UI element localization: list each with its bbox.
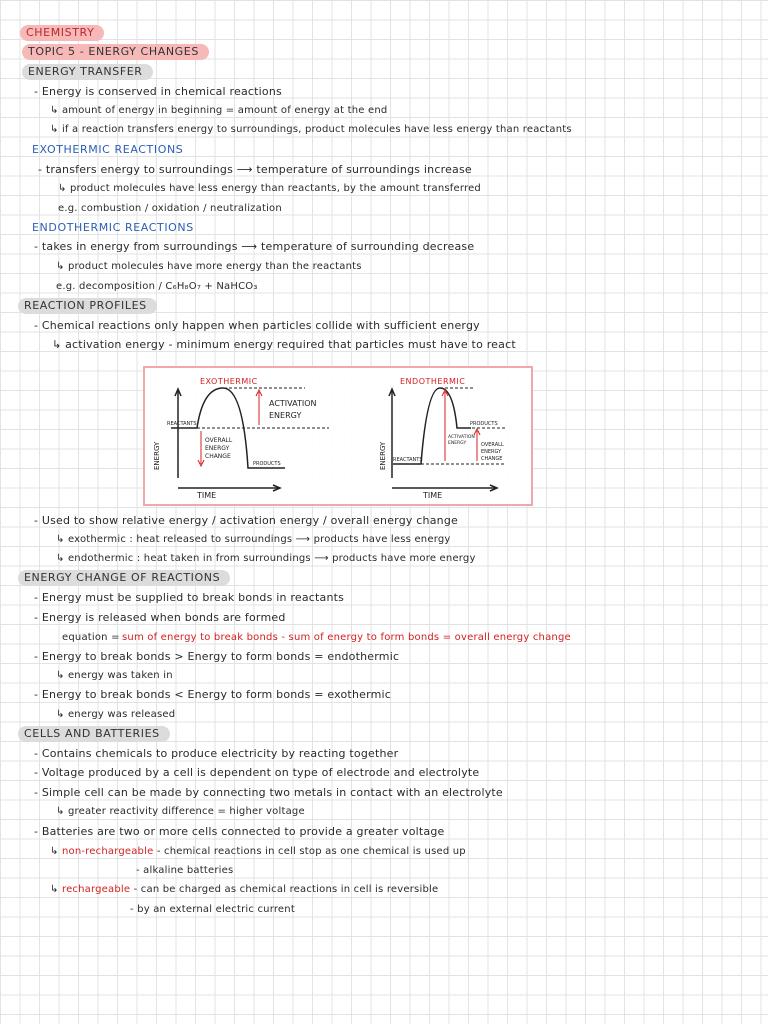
exo-products-label: PRODUCTS [253,461,281,467]
energy-change-line-1: - Energy must be supplied to break bonds in reactants [34,591,345,604]
cells-line-1: - Contains chemicals to produce electricity by reacting together [34,747,399,760]
energy-change-line-5: ↳ energy was taken in [56,670,173,681]
cells-line-3: - Simple cell can be made by connecting two metals in contact with an electrolyte [34,786,503,799]
energy-change-equation: sum of energy to break bonds - sum of energy to form bonds = overall energy change [122,632,571,643]
cells-heading: CELLS AND BATTERIES [18,726,170,742]
exothermic-line-3: e.g. combustion / oxidation / neutralization [58,203,282,214]
profiles-after-line-2: ↳ exothermic : heat released to surroundings ⟶ products have less energy [56,534,451,545]
endo-products-label: PRODUCTS [470,421,498,427]
energy-change-line-7: ↳ energy was released [56,709,176,720]
endothermic-heading: ENDOTHERMIC REACTIONS [32,221,194,234]
topic-title: TOPIC 5 - ENERGY CHANGES [22,44,209,60]
energy-change-heading: ENERGY CHANGE OF REACTIONS [18,570,230,586]
rechargeable-label: rechargeable [61,884,131,895]
endo-y-label: ENERGY [379,441,387,470]
cells-line-8 [50,883,438,897]
exo-reactants-label: REACTANTS [167,421,197,427]
cells-line-2: - Voltage produced by a cell is dependent on type of electrode and electrolyte [34,766,480,779]
energy-profile-diagrams [143,366,533,506]
endo-x-label: TIME [423,491,443,500]
reaction-profiles-heading: REACTION PROFILES [18,298,157,314]
endothermic-line-2: ↳ product molecules have more energy than the reactants [56,261,362,272]
energy-change-line-4: - Energy to break bonds > Energy to form bonds = endothermic [34,650,400,663]
profiles-after-line-3: ↳ endothermic : heat taken in from surroundings ⟶ products have more energy [56,553,476,564]
cells-line-6-arrow: ↳ [50,846,59,857]
energy-transfer-heading: ENERGY TRANSFER [22,64,153,80]
exo-overall-label-2: ENERGY [205,445,230,452]
exo-overall-label-1: OVERALL [205,437,233,444]
cells-line-6-rest: - chemical reactions in cell stop as one chemical is used up [156,846,466,857]
energy-transfer-line-1: - Energy is conserved in chemical reactions [34,85,282,98]
reaction-profiles-line-1: - Chemical reactions only happen when particles collide with sufficient energy [34,319,480,332]
exo-y-label: ENERGY [153,441,161,470]
exo-x-label: TIME [197,491,217,500]
exothermic-line-1: - transfers energy to surroundings ⟶ temperature of surroundings increase [38,163,472,176]
page-title: CHEMISTRY [20,25,104,41]
exo-activation-label-1: ACTIVATION [269,399,317,408]
profiles-after-line-1: - Used to show relative energy / activation energy / overall energy change [34,514,458,527]
endo-title: ENDOTHERMIC [400,377,466,386]
endo-reactants-label: REACTANTS [393,457,423,463]
reaction-profiles-line-2: ↳ activation energy - minimum energy required that particles must have to react [52,338,516,351]
endothermic-line-1: - takes in energy from surroundings ⟶ temperature of surrounding decrease [34,240,475,253]
exothermic-heading: EXOTHERMIC REACTIONS [32,143,184,156]
energy-transfer-line-3: ↳ if a reaction transfers energy to surroundings, product molecules have less energy than reactants [50,124,572,135]
endo-overall-label-1: OVERALL [481,442,504,448]
exo-activation-label-2: ENERGY [269,411,302,420]
exo-title: EXOTHERMIC [200,377,258,386]
cells-line-4: ↳ greater reactivity difference = higher voltage [56,806,305,817]
endothermic-line-3: e.g. decomposition / C₆H₈O₇ + NaHCO₃ [56,281,258,292]
endo-overall-label-3: CHANGE [481,456,503,462]
cells-line-5: - Batteries are two or more cells connected to provide a greater voltage [34,825,445,838]
endo-activation-label-2: ENERGY [448,441,467,446]
endo-overall-label-2: ENERGY [481,449,502,455]
cells-line-7: - alkaline batteries [136,865,234,876]
cells-line-8-arrow: ↳ [50,884,59,895]
cells-line-6 [50,845,466,859]
energy-change-line-6: - Energy to break bonds < Energy to form bonds = exothermic [34,688,392,701]
cells-line-8-rest: - can be charged as chemical reactions in cell is reversible [133,884,439,895]
energy-change-equation-label: equation = [62,632,120,643]
energy-change-line-2: - Energy is released when bonds are formed [34,611,286,624]
non-rechargeable-label: non-rechargeable [61,846,154,857]
energy-transfer-line-2: ↳ amount of energy in beginning = amount of energy at the end [50,105,388,116]
cells-line-9: - by an external electric current [130,904,295,915]
endo-activation-label-1: ACTIVATION [448,435,475,440]
exothermic-line-2: ↳ product molecules have less energy than reactants, by the amount transferred [58,183,481,194]
exo-overall-label-3: CHANGE [205,453,231,460]
endo-curve [393,388,471,464]
